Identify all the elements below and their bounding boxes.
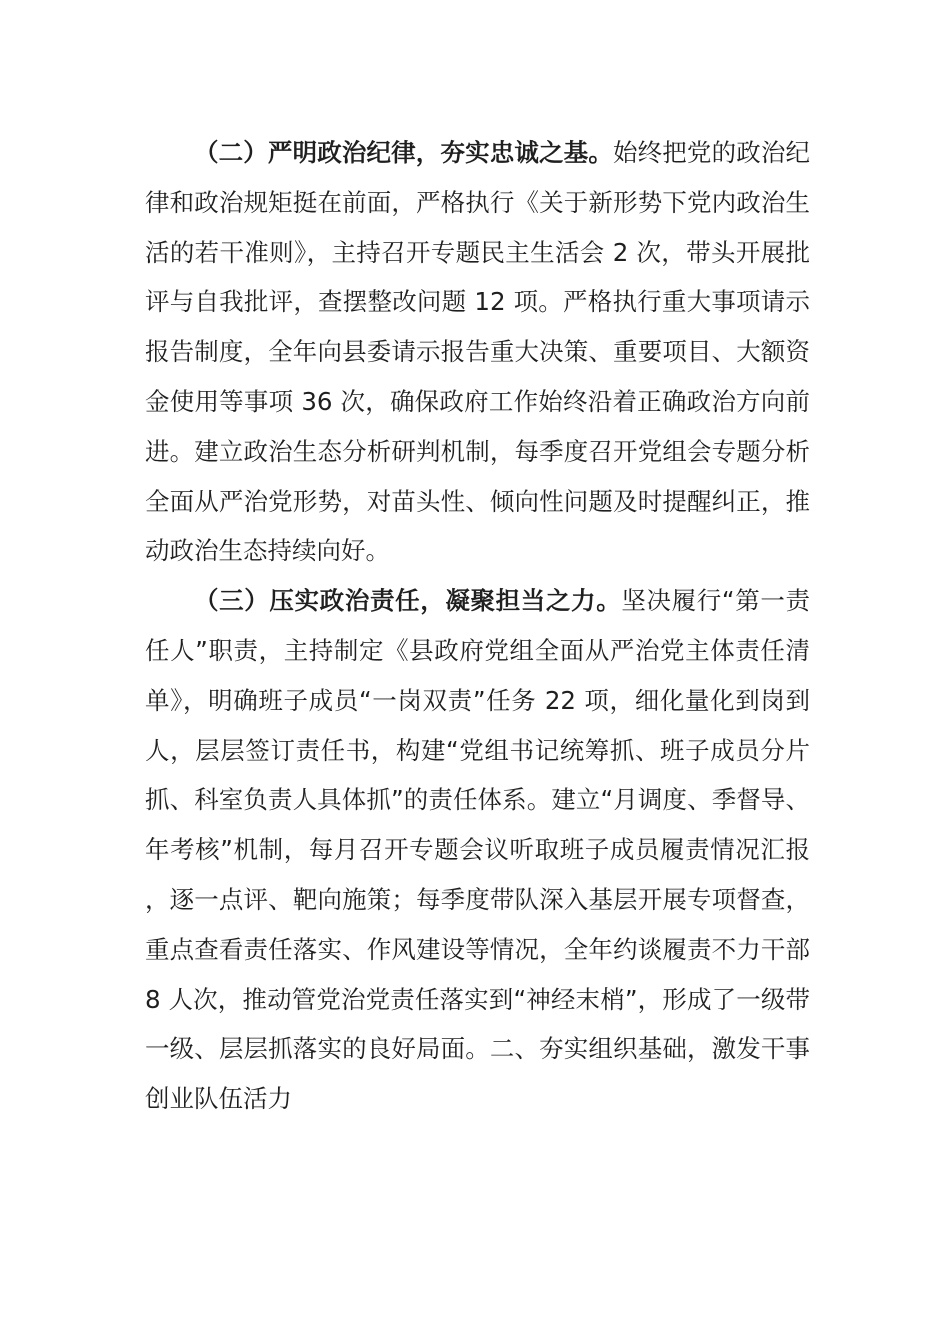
paragraph-text: 始终把党的政治纪律和政治规矩挺在前面，严格执行《关于新形势下党内政治生活的若干准则》，主持召开专题民主生活会 2 次，带头开展批评与自我批评，查摆整改问题 12 项。严格执行重大事项请示报告制度，全年向县委请示报告重大决策、重要项目、大额资金使用等事项 36 次，确保政府工作始终沿着正确政治方向前进。建立政治生态分析研判机制，每季度召开党组会专题分析全面从严治党形势，对苗头性、倾向性问题及时提醒纠正，推动政治生态持续向好。 xyxy=(145,138,811,566)
paragraph-political-discipline xyxy=(145,128,810,576)
document-body xyxy=(145,128,810,1124)
paragraph-text: 坚决履行“第一责任人”职责，主持制定《县政府党组全面从严治党主体责任清单》，明确班子成员“一岗双责”任务 22 项，细化量化到岗到人，层层签订责任书，构建“党组书记统筹抓、班子成员分片抓、科室负责人具体抓”的责任体系。建立“月调度、季督导、年考核”机制，每月召开专题会议听取班子成员履责情况汇报，逐一点评、靶向施策；每季度带队深入基层开展专项督查，重点查看责任落实、作风建设等情况，全年约谈履责不力干部 8 人次，推动管党治党责任落实到“神经末梢”，形成了一级带一级、层层抓落实的良好局面。二、夯实组织基础，激发干事创业队伍活力 xyxy=(145,586,810,1114)
paragraph-political-responsibility xyxy=(145,576,810,1124)
paragraph-heading: （二）严明政治纪律，夯实忠诚之基。 xyxy=(194,138,613,167)
paragraph-heading: （三）压实政治责任，凝聚担当之力。 xyxy=(194,586,622,616)
